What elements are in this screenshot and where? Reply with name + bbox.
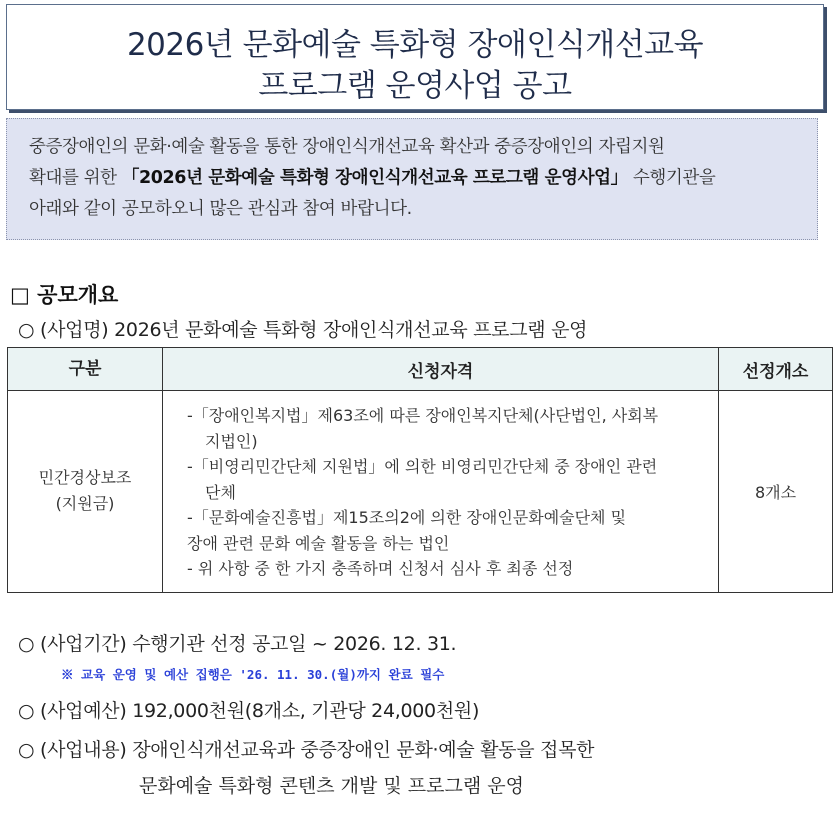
page-title-line2: 프로그램 운영사업 공고 bbox=[258, 68, 572, 104]
intro-box bbox=[6, 118, 818, 240]
table-row bbox=[8, 391, 833, 593]
requirement-line: -「문화예술진흥법」제15조의2에 의한 장애인문화예술단체 및 bbox=[187, 508, 627, 527]
eligibility-table bbox=[7, 347, 833, 593]
count-cell: 8개소 bbox=[719, 391, 833, 593]
header-count: 선정개소 bbox=[719, 348, 833, 391]
requirement-line: 단체 bbox=[205, 482, 236, 502]
header-eligibility: 신청자격 bbox=[163, 348, 719, 391]
header-category: 구분 bbox=[8, 348, 163, 391]
intro-line3: 아래와 같이 공모하오니 많은 관심과 참여 바랍니다. bbox=[29, 199, 412, 219]
title-box bbox=[6, 4, 824, 110]
requirement-line: 장애 관련 문화 예술 활동을 하는 법인 bbox=[187, 533, 450, 553]
intro-line2-prefix: 확대를 위한 bbox=[29, 168, 122, 188]
project-period-line: ○ (사업기간) 수행기관 선정 공고일 ~ 2026. 12. 31. bbox=[18, 633, 457, 655]
requirement-line: -「비영리민간단체 지원법」에 의한 비영리민간단체 중 장애인 관련 bbox=[187, 457, 658, 476]
intro-project-name: 「2026년 문화예술 특화형 장애인식개선교육 프로그램 운영사업」 bbox=[121, 168, 628, 188]
requirement-line: - 위 사항 중 한 가지 충족하며 신청서 심사 후 최종 선정 bbox=[187, 559, 574, 578]
category-line1: 민간경상보조 bbox=[38, 468, 132, 488]
page-title-line1: 2026년 문화예술 특화형 장애인식개선교육 bbox=[126, 27, 704, 63]
period-note: ※ 교육 운영 및 예산 집행은 '26. 11. 30.(월)까지 완료 필수 bbox=[61, 667, 445, 682]
project-content-line1: ○ (사업내용) 장애인식개선교육과 중증장애인 문화·예술 활동을 접목한 bbox=[18, 739, 595, 761]
project-content-line2: 문화예술 특화형 콘텐츠 개발 및 프로그램 운영 bbox=[139, 775, 524, 797]
project-budget-line: ○ (사업예산) 192,000천원(8개소, 기관당 24,000천원) bbox=[18, 700, 480, 722]
section-heading: □ 공모개요 bbox=[10, 283, 119, 307]
project-name-line: ○ (사업명) 2026년 문화예술 특화형 장애인식개선교육 프로그램 운영 bbox=[18, 319, 588, 341]
requirement-line: 지법인) bbox=[205, 431, 258, 451]
intro-line1: 중증장애인의 문화·예술 활동을 통한 장애인식개선교육 확산과 중증장애인의 자립지원 bbox=[29, 137, 665, 157]
intro-line2 bbox=[29, 163, 814, 194]
table-header-row bbox=[8, 348, 833, 391]
intro-line2-suffix: 수행기관을 bbox=[627, 168, 716, 188]
category-line2: (지원금) bbox=[55, 494, 115, 514]
category-cell bbox=[8, 391, 163, 593]
requirement-line: -「장애인복지법」제63조에 따른 장애인복지단체(사단법인, 사회복 bbox=[187, 406, 659, 425]
requirements-cell bbox=[163, 391, 719, 593]
